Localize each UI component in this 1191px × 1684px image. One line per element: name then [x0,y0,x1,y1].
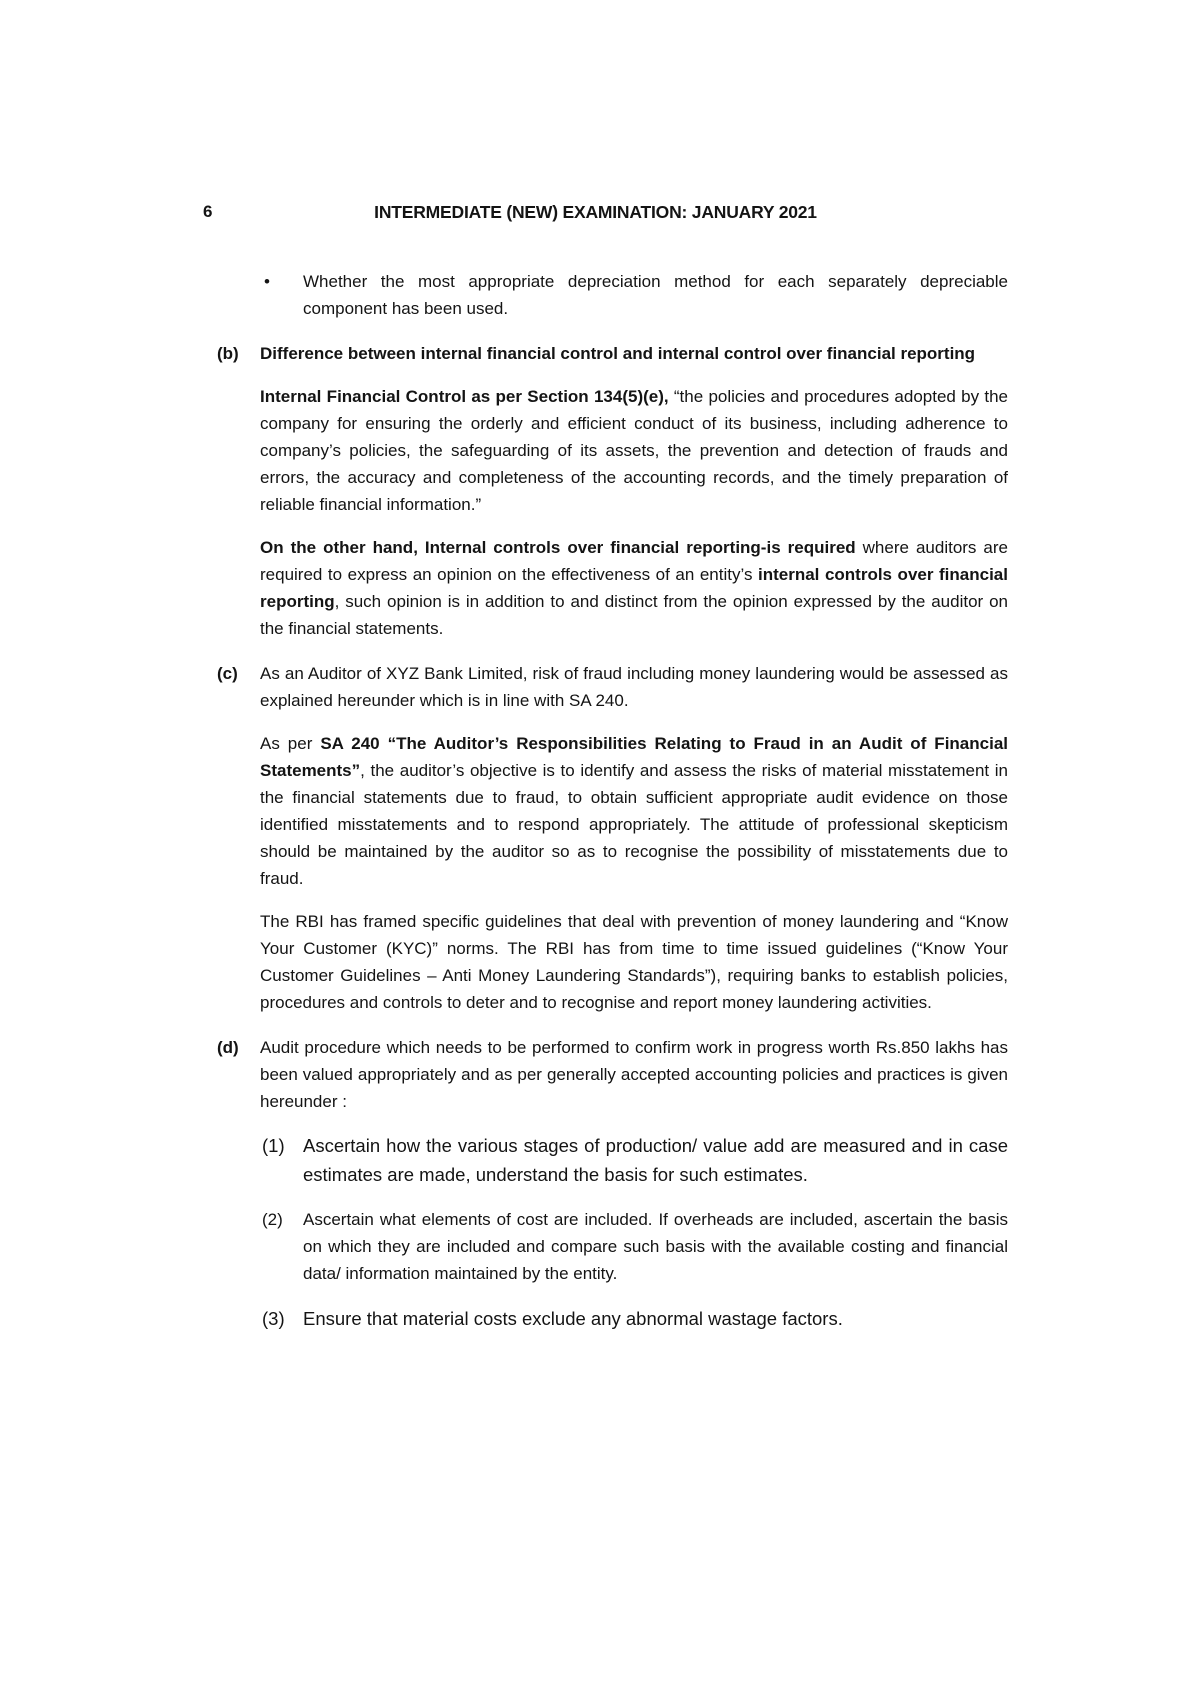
section-c [217,660,1008,1016]
section-b-para2-regular-run-2: , such opinion is in addition to and distinct from the opinion expressed by the auditor on the financial statements. [260,592,1008,638]
section-d-body [260,1034,1008,1333]
section-b-para2-bold-run-2: internal controls over financial reporting [260,565,1008,611]
list-item-text: Ensure that material costs exclude any abnormal wastage factors. [303,1308,843,1329]
section-b-para1-bold-run: Internal Financial Control as per Section 134(5)(e), [260,387,674,406]
section-c-body [260,660,1008,1016]
section-b-para2-bold-run-1: On the other hand, Internal controls over financial reporting-is required [260,538,863,557]
list-item [260,1131,1008,1189]
section-c-paragraph-2 [260,730,1008,892]
bullet-item-text: Whether the most appropriate depreciation method for each separately depreciable component has been used. [303,272,1008,318]
section-b-body [260,340,1008,642]
list-item-number: (2) [262,1210,283,1229]
section-b-para2-regular-run-1: where auditors are required to express an opinion on the effectiveness of an entity’s [260,538,1008,584]
page-number: 6 [203,202,213,221]
section-c-label: (c) [217,664,238,683]
list-item-text: Ascertain what elements of cost are included. If overheads are included, ascertain the basis on which they are included and compare such basis with the available costing and financial data/ information maintained by the entity. [303,1210,1008,1283]
section-d [217,1034,1008,1333]
page-title: INTERMEDIATE (NEW) EXAMINATION: JANUARY 2021 [374,202,817,222]
section-c-paragraph-3: The RBI has framed specific guidelines that deal with prevention of money laundering and “Know Your Customer (KYC)” norms. The RBI has from time to time issued guidelines (“Know Your Customer Guidelines – Anti Money Laundering Standards”), requiring banks to establish policies, procedures and controls to deter and to recognise and report money laundering activities. [260,912,1008,1012]
list-item-text: Ascertain how the various stages of production/ value add are measured and in case estimates are made, understand the basis for such estimates. [303,1135,1008,1185]
section-b-paragraph-1 [260,383,1008,518]
section-b-paragraph-2 [260,534,1008,642]
bullet-icon: • [264,272,270,291]
section-c-para2-regular-run-1: As per [260,734,321,753]
page-content [217,268,1008,1351]
section-c-para2-regular-run-2: , the auditor’s objective is to identify and assess the risks of material misstatement in the financial statements due to fraud, to obtain sufficient appropriate audit evidence on those identified misstatements and to respond appropriately. The attitude of professional skepticism should be maintained by the auditor so as to recognise the possibility of misstatements due to fraud. [260,761,1008,888]
section-b-label: (b) [217,344,239,363]
section-b-para1-regular-run: “the policies and procedures adopted by the company for ensuring the orderly and efficient conduct of its business, including adherence to company’s policies, the safeguarding of its assets, the prevention and detection of frauds and errors, the accuracy and completeness of the accounting records, and the timely preparation of reliable financial information.” [260,387,1009,514]
bullet-item [217,268,1008,322]
section-b-heading: Difference between internal financial control and internal control over financial reporting [260,344,976,363]
list-item-number: (1) [262,1135,285,1156]
list-item-number: (3) [262,1308,285,1329]
section-d-label: (d) [217,1038,239,1057]
section-c-paragraph-1: As an Auditor of XYZ Bank Limited, risk of fraud including money laundering would be assessed as explained hereunder which is in line with SA 240. [260,664,1008,710]
list-item [260,1304,1008,1333]
list-item [260,1206,1008,1287]
section-b [217,340,1008,642]
page-header [0,201,1191,225]
section-c-para2-bold-run: SA 240 “The Auditor’s Responsibilities Relating to Fraud in an Audit of Financial Statements” [260,734,1008,780]
section-d-intro: Audit procedure which needs to be performed to confirm work in progress worth Rs.850 lakhs has been valued appropriately and as per generally accepted accounting policies and practices is given hereunder : [260,1038,1008,1111]
